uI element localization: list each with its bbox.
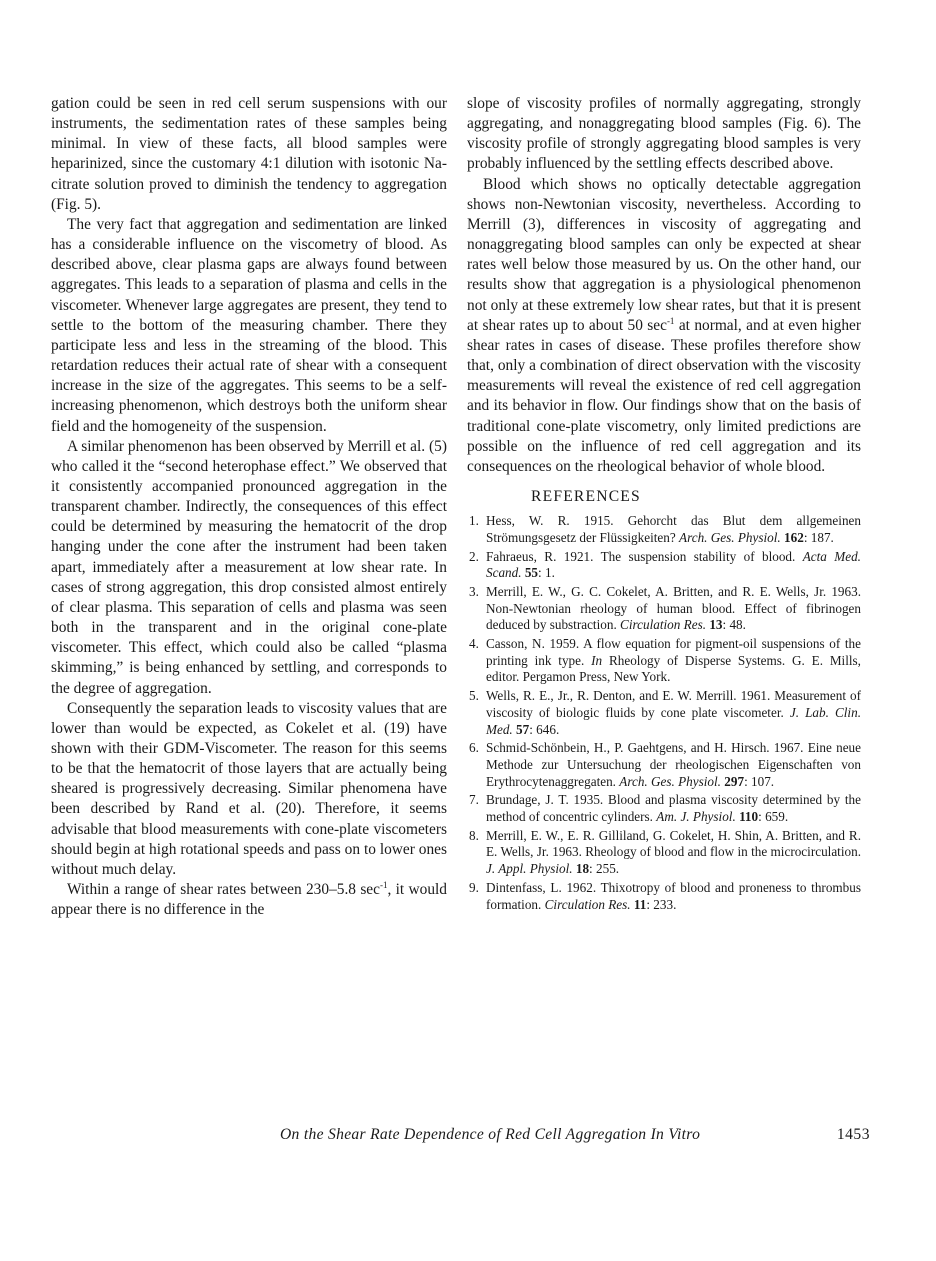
text-run: Blood which shows no optically detectable aggregation shows non-Newtonian viscosity, nevertheless. According to Merrill (3), differences in viscosity of aggregating and nonaggregating blood samples can only be expected at shear rates well below those measured by us. On the other hand, our results show that aggregation is a physiological phenomenon not only at these extremely low shear rates, but that it is present at shear rates up to about 50 sec <box>467 175 861 334</box>
reference-journal: J. Appl. Physiol. <box>486 861 573 877</box>
body-paragraph <box>467 175 861 477</box>
reference-journal: Arch. Ges. Physiol. <box>619 773 721 789</box>
left-column <box>51 94 447 920</box>
reference-journal: Arch. Ges. Physiol. <box>679 529 781 545</box>
reference-volume: 18 <box>575 861 590 877</box>
reference-number: 6. <box>469 740 479 756</box>
reference-item <box>467 636 861 686</box>
text-run: at normal, and at even higher shear rates in cases of disease. These profiles therefore show that, only a combination of direct observation with the viscosity measurements will reveal the existence of red cell aggregation and its behavior in flow. Our findings show that on the basis of traditional cone-plate viscometry, only limited predictions are possible on the influence of red cell aggregation and its consequences on the rheological behavior of whole blood. <box>467 316 861 475</box>
reference-text: Casson, N. 1959. A flow equation for pigment-oil suspensions of the printing ink type. <box>486 636 861 668</box>
reference-text: Merrill, E. W., G. C. Cokelet, A. Britten, and R. E. Wells, Jr. 1963. Non-Newtonian rheology of human blood. Effect of fibrinogen deduced by substraction. <box>486 583 861 633</box>
reference-number: 8. <box>469 827 479 843</box>
reference-volume: 297 <box>724 773 745 789</box>
reference-pages: Rheology of Disperse Systems. G. E. Mills, editor. Pergamon Press, New York. <box>486 652 861 685</box>
body-paragraph: A similar phenomenon has been observed by Merrill et al. (5) who called it the “second heterophase effect.” We observed that it consistently accompanied pronounced aggregation in the transparent chamber. Indirectly, the consequences of this effect could be determined by measuring the hematocrit of the drop hanging under the cone after the instrument had been taken apart, immediately after a measurement at low shear rate. In cases of strong aggregation, this drop consisted almost entirely of clear plasma. This separation of cells and plasma was seen both in the transparent and in the original cone-plate viscometer. This effect, which could also be called “plasma skimming,” is being enhanced by settling, and corresponds to the degree of aggregation. <box>51 437 447 697</box>
reference-volume: 110 <box>739 809 759 825</box>
body-paragraph: gation could be seen in red cell serum suspensions with our instruments, the sedimentation rates of these samples being minimal. In view of these facts, all blood samples were heparinized, since the customary 4:1 dilution with isotonic Na-citrate solution proved to diminish the tendency to aggregation (Fig. 5). <box>51 95 447 213</box>
reference-text: Brundage, J. T. 1935. Blood and plasma viscosity determined by the method of concentric cylinders. <box>486 792 861 825</box>
reference-item <box>467 828 861 878</box>
reference-text: Schmid-Schönbein, H., P. Gaehtgens, and H. Hirsch. 1967. Eine neue Methode zur Untersuchung der rheologischen Eigenschaften von Erythrocytenaggregaten. <box>486 740 861 789</box>
superscript: -1 <box>666 315 675 326</box>
reference-volume: 57 <box>516 721 530 737</box>
right-column <box>467 94 861 915</box>
text-run: Within a range of shear rates between 230–5.8 sec <box>67 881 380 899</box>
body-paragraph: The very fact that aggregation and sedimentation are linked has a considerable influence on the viscometry of blood. As described above, clear plasma gaps are always found between aggregates. This leads to a separation of plasma and cells in the viscometer. Whenever large aggregates are present, they tend to settle to the bottom of the measuring chamber. There they participate less and less in the streaming of the blood. This retardation reduces their actual rate of shear with a consequent increase in the size of the aggregates. This seems to be a self-increasing phenomenon, which destroys both the uniform shear field and the homogeneity of the suspension. <box>51 215 447 435</box>
reference-number: 3. <box>469 583 479 599</box>
reference-number: 5. <box>469 688 479 704</box>
reference-pages: : 107. <box>744 773 775 789</box>
reference-pages: : 233. <box>646 896 677 912</box>
reference-pages: : 255. <box>589 861 620 877</box>
reference-text: Hess, W. R. 1915. Gehorcht das Blut dem allgemeinen Strömungsgesetz der Flüssigkeiten? <box>486 513 861 545</box>
reference-text: Wells, R. E., Jr., R. Denton, and E. W. Merrill. 1961. Measurement of viscosity of biologic fluids by cone plate viscometer. <box>486 688 861 720</box>
reference-number: 2. <box>469 548 479 564</box>
reference-item <box>467 584 861 634</box>
reference-volume: 11 <box>633 896 647 912</box>
page-number: 1453 <box>836 1126 870 1143</box>
body-paragraph: Consequently the separation leads to viscosity values that are lower than would be expected, as Cokelet et al. (19) have shown with their GDM-Viscometer. The reason for this seems to be that the hematocrit of those layers that are actually being sheared is progressively decreasing. Similar phenomena have been described by Rand et al. (20). Therefore, it seems advisable that blood measurements with cone-plate viscometers should begin at high rotational speeds and pass on to lower ones without much delay. <box>51 699 447 878</box>
running-title: On the Shear Rate Dependence of Red Cell Aggregation In Vitro <box>280 1126 701 1143</box>
reference-journal: Circulation Res. <box>544 896 631 912</box>
reference-volume: 162 <box>784 529 804 545</box>
reference-journal: Acta Med. Scand. <box>486 548 861 581</box>
references-list <box>467 513 861 913</box>
reference-item <box>467 740 861 790</box>
reference-text: Merrill, E. W., E. R. Gilliland, G. Cokelet, H. Shin, A. Britten, and R. E. Wells, Jr. 1963. Rheology of blood and flow in the microcirculation. <box>486 827 861 860</box>
reference-pages: : 659. <box>758 809 789 825</box>
superscript: -1 <box>379 879 388 890</box>
reference-pages: : 646. <box>529 721 560 737</box>
reference-item <box>467 792 861 825</box>
reference-item <box>467 513 861 546</box>
reference-number: 7. <box>469 792 479 808</box>
reference-item <box>467 880 861 913</box>
reference-text: Dintenfass, L. 1962. Thixotropy of blood and proneness to thrombus formation. <box>486 879 861 912</box>
reference-text: Fahraeus, R. 1921. The suspension stability of blood. <box>486 548 803 564</box>
reference-journal: Am. J. Physiol. <box>656 809 736 825</box>
body-paragraph: slope of viscosity profiles of normally aggregating, strongly aggregating, and nonaggregating blood samples (Fig. 6). The viscosity profile of strongly aggregating blood samples is very probably influenced by the settling effects described above. <box>467 95 861 173</box>
reference-number: 1. <box>469 513 479 529</box>
body-paragraph <box>51 880 447 920</box>
reference-journal: In <box>591 652 603 668</box>
reference-number: 4. <box>469 636 479 652</box>
reference-pages: : 187. <box>803 529 834 545</box>
reference-pages: : 48. <box>722 617 746 633</box>
reference-pages: : 1. <box>538 565 555 581</box>
text-run: , it would appear there is no difference in the <box>51 881 447 919</box>
page-footer <box>280 1126 870 1144</box>
reference-volume: 13 <box>709 617 723 633</box>
reference-volume: 55 <box>524 565 539 581</box>
reference-item <box>467 549 861 582</box>
reference-journal: Circulation Res. <box>620 617 707 633</box>
reference-item <box>467 688 861 738</box>
references-heading: REFERENCES <box>531 487 641 505</box>
reference-number: 9. <box>469 879 479 895</box>
reference-journal: J. Lab. Clin. Med. <box>486 704 861 737</box>
